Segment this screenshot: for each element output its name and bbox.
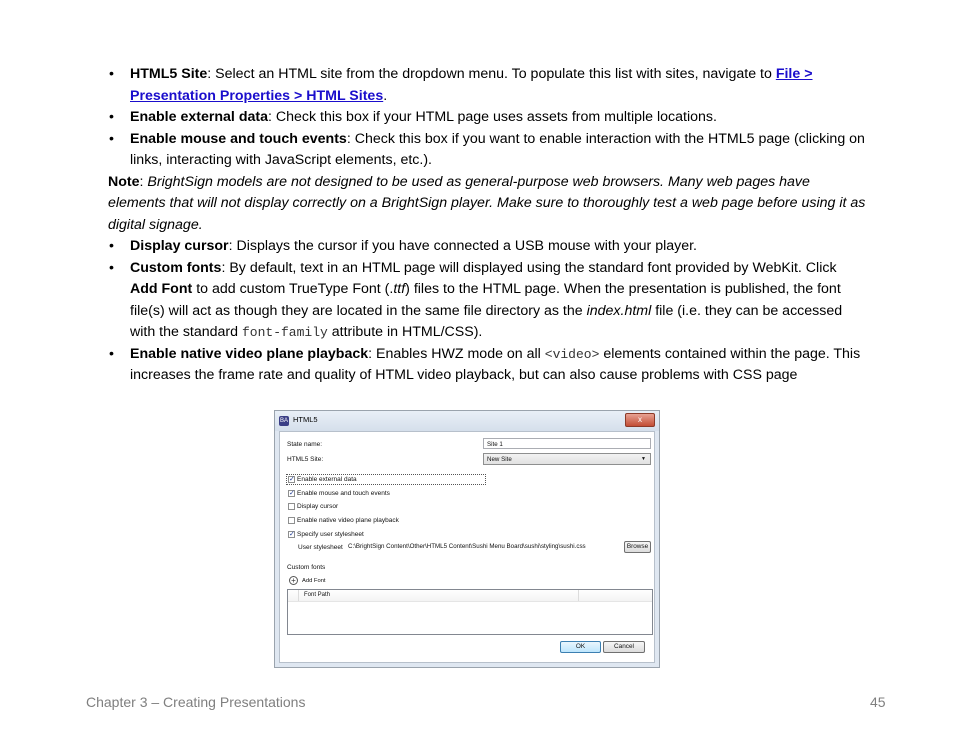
bullet-enable-external-data	[108, 107, 868, 129]
footer-page-number: 45	[870, 694, 886, 710]
index-html-ref: index.html	[586, 302, 652, 319]
custom-fonts-label: Custom fonts	[287, 564, 326, 571]
video-tag-code: <video>	[544, 346, 600, 362]
presentation-properties-link[interactable]: File > Presentation Properties > HTML Sites	[130, 66, 813, 104]
term: Display cursor	[130, 238, 229, 254]
html5-dialog-screenshot	[274, 410, 660, 668]
html5-site-select[interactable]	[483, 453, 651, 465]
checkbox-label: Specify user stylesheet	[297, 531, 364, 538]
font-path-header: Font Path	[304, 592, 331, 598]
dialog-title-bar	[275, 411, 659, 431]
user-stylesheet-path[interactable]: C:\BrightSign Content\Other\HTML5 Content\Sushi Menu Board\sushi\styling\sushi.css	[348, 543, 586, 550]
ok-button[interactable]: OK	[560, 641, 601, 653]
desc: attribute in HTML/CSS).	[327, 324, 483, 340]
desc: : Displays the cursor if you have connected a USB mouse with your player.	[228, 238, 697, 254]
checkbox-user-stylesheet[interactable]: ✓	[289, 531, 295, 538]
table-header	[288, 590, 652, 602]
html5-site-value: New Site	[487, 456, 512, 463]
checkbox-label: Enable native video plane playback	[297, 517, 399, 524]
add-icon[interactable]: +	[289, 576, 298, 585]
cancel-button[interactable]: Cancel	[603, 641, 645, 653]
checkbox-label: Display cursor	[297, 503, 339, 510]
bullet-dot: •	[109, 109, 114, 125]
checkbox-enable-mouse-touch[interactable]: ✓	[289, 490, 295, 497]
footer-chapter: Chapter 3 – Creating Presentations	[86, 694, 306, 710]
add-font-button[interactable]: Add Font	[302, 578, 326, 584]
checkbox-label: Enable external data	[297, 476, 357, 483]
state-name-input[interactable]: Site 1	[483, 438, 651, 449]
state-name-label: State name:	[287, 441, 323, 448]
font-family-code: font-family	[242, 325, 328, 340]
note-label: Note	[108, 173, 140, 190]
bullet-dot: •	[109, 345, 114, 362]
desc: : By default, text in an HTML page will displayed using the standard font provided by WebKit. Click	[221, 259, 837, 276]
dialog-body	[279, 431, 655, 663]
desc: : Enables HWZ mode on all	[368, 345, 545, 362]
desc: : Select an HTML site from the dropdown menu. To populate this list with sites, navigate to	[207, 66, 776, 82]
app-icon: BA	[279, 418, 288, 424]
checkbox-native-video[interactable]	[288, 517, 295, 524]
term: Custom fonts	[130, 259, 222, 276]
desc: : Check this box if you want to enable interaction with the HTML5 page (clicking on links, interacting with JavaScript elements, etc.).	[130, 130, 865, 168]
checkbox-label: Enable mouse and touch events	[297, 490, 390, 497]
checkbox-display-cursor[interactable]	[288, 503, 295, 510]
document-body	[108, 64, 868, 387]
bullet-dot: •	[109, 238, 114, 254]
column-divider	[578, 590, 579, 601]
desc: elements contained within the page. This increases the frame rate and quality of HTML video playback, but can also cause problems with CSS page	[130, 345, 861, 383]
chevron-down-icon: ▼	[641, 456, 646, 462]
html5-site-label: HTML5 Site:	[287, 456, 324, 463]
add-font-ref: Add Font	[130, 281, 193, 297]
note-text: BrightSign models are not designed to be used as general-purpose web browsers. Many web pages have elements that will not display correctly on a BrightSign player. Make sure to thoroughly test a web page before using it as digital signage.	[108, 173, 866, 233]
bullet-dot: •	[109, 259, 114, 276]
desc: ) files to the HTML page. When the presentation is published, the font file(s) will act as though they are located in the same file directory as the	[130, 281, 841, 319]
dialog-title: HTML5	[293, 415, 318, 424]
bullet-html5-site	[108, 64, 868, 107]
column-divider	[298, 590, 299, 601]
desc: file (i.e. they can be accessed with the standard	[130, 302, 843, 340]
bullet-display-cursor	[108, 236, 868, 258]
bullet-enable-mouse-touch	[108, 129, 868, 172]
term: Enable native video plane playback	[130, 345, 369, 362]
checkbox-enable-external-data[interactable]: ✓	[289, 476, 295, 483]
desc: : Check this box if your HTML page uses assets from multiple locations.	[268, 109, 717, 125]
period: .	[383, 87, 388, 104]
close-icon[interactable]: x	[625, 413, 655, 427]
note-sep: :	[139, 173, 148, 190]
bullet-list-1	[108, 64, 868, 172]
bullet-dot: •	[109, 66, 114, 82]
desc: to add custom TrueType Font (.	[192, 281, 394, 297]
term: Enable external data	[130, 109, 268, 125]
bullet-list-2	[108, 236, 868, 387]
browse-button[interactable]: Browse	[624, 541, 651, 553]
font-path-table	[287, 589, 653, 635]
bullet-custom-fonts	[108, 258, 868, 344]
term: HTML5 Site	[130, 66, 208, 82]
term: Enable mouse and touch events	[130, 130, 347, 147]
bullet-dot: •	[109, 130, 114, 147]
bullet-native-video	[108, 344, 868, 387]
user-stylesheet-label: User stylesheet	[298, 544, 343, 551]
ttf-ref: ttf	[393, 281, 406, 297]
note-paragraph	[108, 172, 868, 237]
